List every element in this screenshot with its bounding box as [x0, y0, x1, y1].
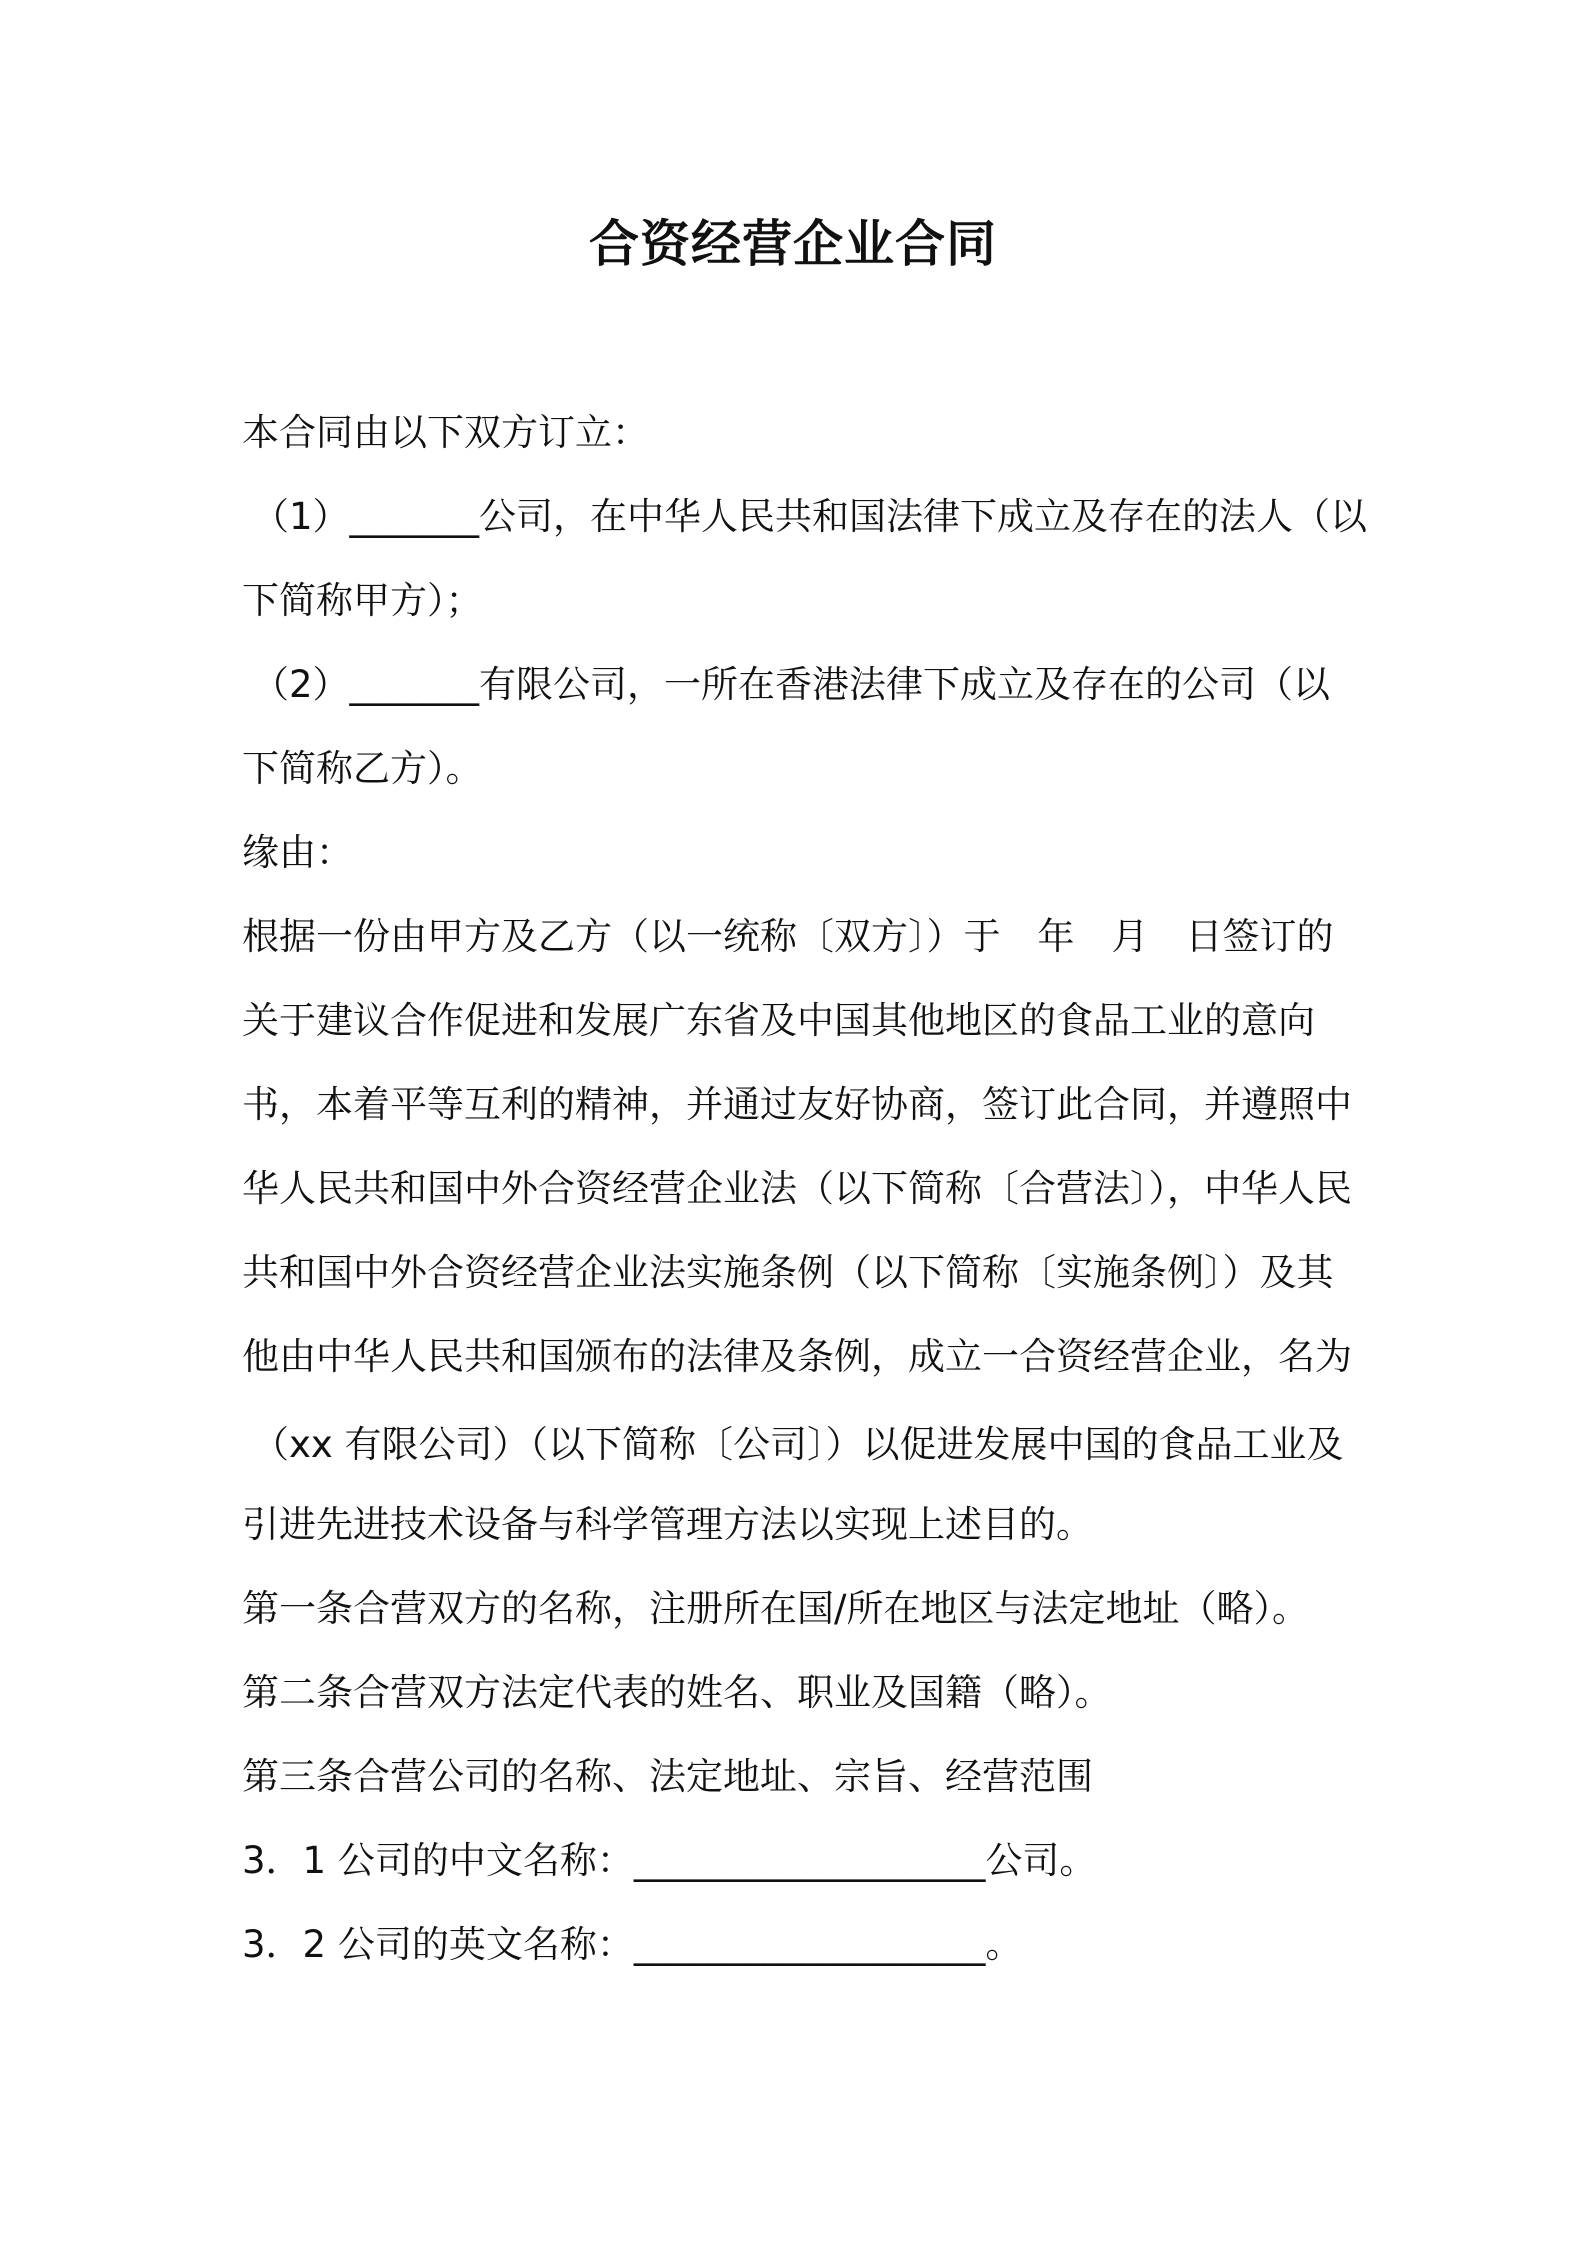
text-line-article-3: 第三条合营公司的名称、法定地址、宗旨、经营范围	[242, 1755, 1093, 1798]
text-line-recitals-2: 关于建议合作促进和发展广东省及中国其他地区的食品工业的意向	[242, 999, 1315, 1042]
text-line-recitals-3: 书，本着平等互利的精神，并通过友好协商，签订此合同，并遵照中	[242, 1083, 1352, 1126]
text-line-recitals-5: 共和国中外合资经营企业法实施条例（以下简称〔实施条例〕）及其	[242, 1251, 1334, 1294]
text-line-article-2: 第二条合营双方法定代表的姓名、职业及国籍（略）。	[242, 1671, 1112, 1714]
text-line-intro: 本合同由以下双方订立：	[242, 411, 649, 454]
text-line-recitals-4: 华人民共和国中外合资经营企业法（以下简称〔合营法〕），中华人民	[242, 1167, 1352, 1210]
text-line-clause-3-1: 3．1 公司的中文名称：___________________公司。	[242, 1839, 1097, 1882]
text-line-party-a-1: （1）_______公司，在中华人民共和国法律下成立及存在的法人（以	[252, 495, 1368, 538]
text-line-party-b-1: （2）_______有限公司，一所在香港法律下成立及存在的公司（以	[252, 663, 1331, 706]
text-line-article-1: 第一条合营双方的名称，注册所在国/所在地区与法定地址（略）。	[242, 1587, 1309, 1630]
text-line-recitals-heading: 缘由：	[242, 831, 353, 874]
text-line-clause-3-2: 3．2 公司的英文名称：___________________。	[242, 1923, 1023, 1966]
text-line-recitals-6: 他由中华人民共和国颁布的法律及条例，成立一合资经营企业，名为	[242, 1335, 1352, 1378]
text-line-party-b-2: 下简称乙方）。	[242, 747, 483, 790]
text-line-recitals-8: 引进先进技术设备与科学管理方法以实现上述目的。	[242, 1503, 1093, 1546]
text-line-recitals-7: （xx 有限公司）（以下简称〔公司〕）以促进发展中国的食品工业及	[252, 1423, 1344, 1466]
document-title: 合资经营企业合同	[589, 215, 997, 273]
text-line-recitals-1: 根据一份由甲方及乙方（以一统称〔双方〕）于 年 月 日签订的	[242, 915, 1334, 958]
text-line-party-a-2: 下简称甲方）；	[242, 579, 483, 622]
